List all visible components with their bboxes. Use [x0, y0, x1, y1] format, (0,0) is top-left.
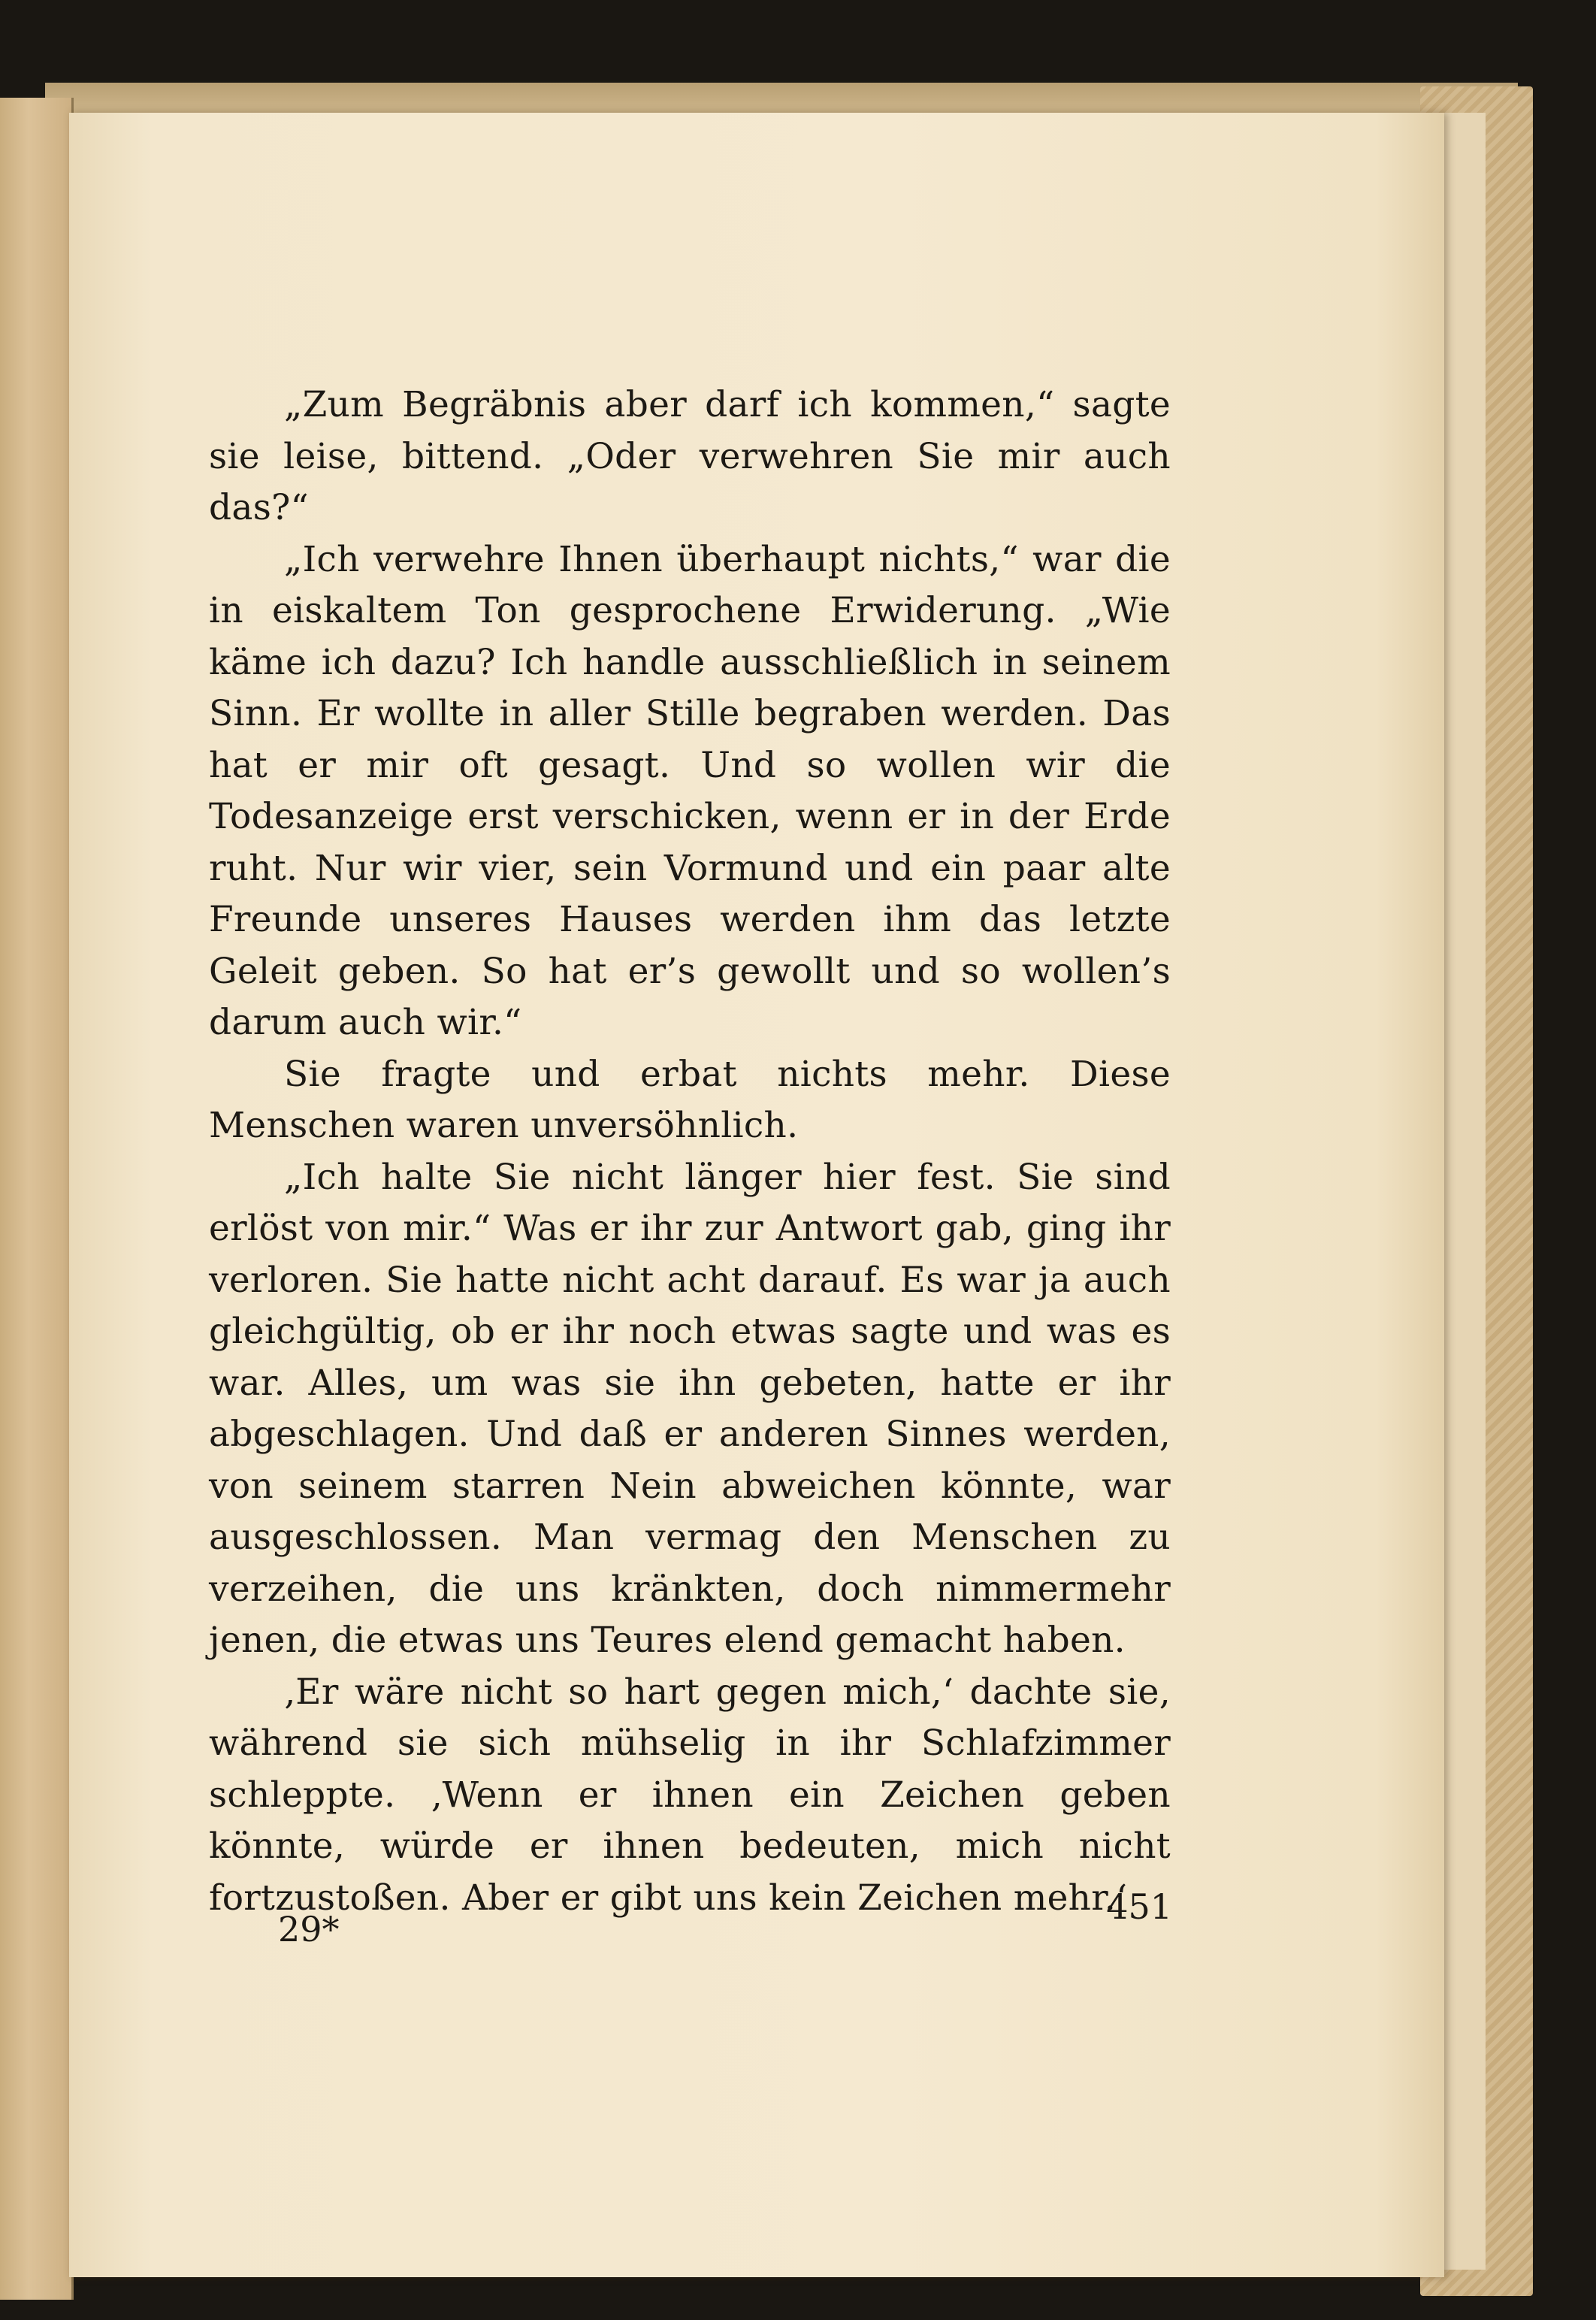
page-body-text: [209, 380, 1171, 1924]
signature-mark: 29*: [278, 1909, 340, 1949]
paragraph-4: „Ich halte Sie nicht länger hier fest. Sie sind erlöst von mir.“ Was er ihr zur Antwort gab, ging ihr verloren. Sie hatte nicht acht darauf. Es war ja auch gleichgültig, ob er ihr noch etwas sagte und was es war. Alles, um was sie ihn gebeten, hatte er ihr abgeschlagen. Und daß er anderen Sinnes werden, von seinem starren Nein abweichen könnte, war ausgeschlossen. Man vermag den Menschen zu verzeihen, die uns kränkten, doch nimmermehr jenen, die etwas uns Teures elend gemacht haben.: [209, 1156, 1171, 1661]
page-number: 451: [1106, 1886, 1172, 1927]
paragraph-1: „Zum Begräbnis aber darf ich kommen,“ sagte sie leise, bittend. „Oder verwehren Sie mir auch das?“: [209, 384, 1171, 528]
paragraph-3: Sie fragte und erbat nichts mehr. Diese Menschen waren unversöhnlich.: [209, 1053, 1171, 1146]
facing-page-edge: [0, 98, 74, 2300]
paragraph-2: „Ich verwehre Ihnen überhaupt nichts,“ war die in eiskaltem Ton gesprochene Erwiderung. „Wie käme ich dazu? Ich handle ausschließlich in seinem Sinn. Er wollte in aller Stille begraben werden. Das hat er mir oft gesagt. Und so wollen wir die Todesanzeige erst verschicken, wenn er in der Erde ruht. Nur wir vier, sein Vormund und ein paar alte Freunde unseres Hauses werden ihm das letzte Geleit geben. So hat er’s gewollt und so wollen’s darum auch wir.“: [209, 538, 1171, 1043]
paragraph-5: ‚Er wäre nicht so hart gegen mich,‘ dachte sie, während sie sich mühselig in ihr Schlafzimmer schleppte. ‚Wenn er ihnen ein Zeichen geben könnte, würde er ihnen bedeuten, mich nicht fortzustoßen. Aber er gibt uns kein Zeichen mehr.‘: [209, 1671, 1171, 1919]
